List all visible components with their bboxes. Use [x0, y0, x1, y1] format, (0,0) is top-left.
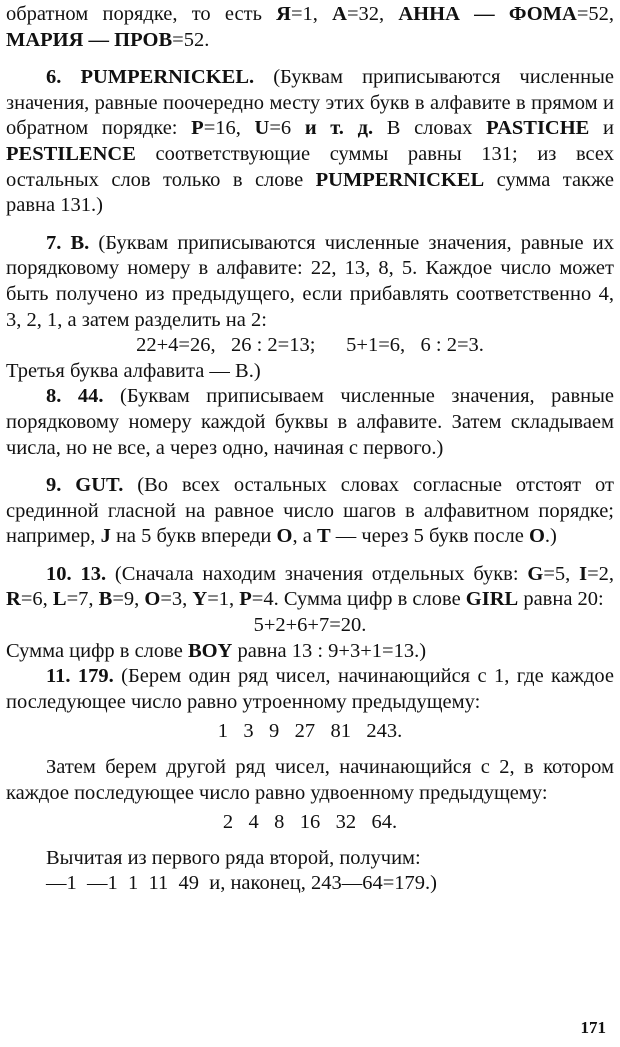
text: (Во всех остальных словах согласные отстоят от срединной гласной на равное число шагов в алфавитном порядке; например, — [6, 474, 614, 548]
text: — через 5 букв после — [330, 525, 529, 548]
text-bold: Я — [276, 3, 291, 25]
text: =7, — [66, 588, 99, 611]
text: =32, — [346, 3, 399, 25]
text: (Буквам приписываются численные значения, равные поочередно месту этих букв в алфавите в прямом и обратном порядке: — [6, 66, 614, 140]
paragraph-continuation — [6, 2, 614, 53]
text: =4. Сумма цифр в слове — [251, 588, 466, 611]
text-bold: J — [100, 525, 111, 548]
text: Сумма цифр в слове — [6, 639, 188, 662]
answer-number: 11. 179. — [46, 665, 114, 688]
text: и — [589, 117, 614, 140]
text-bold: P — [239, 588, 252, 611]
equation: 22+4=26, 26 : 2=13; 5+1=6, 6 : 2=3. — [136, 334, 484, 357]
answer-8 — [6, 384, 614, 461]
text-bold: GIRL — [465, 588, 519, 611]
text: =52, — [576, 3, 614, 25]
text-bold: МАРИЯ — ПРОВ — [6, 28, 173, 51]
text-bold: I — [579, 562, 588, 585]
text-bold: O — [276, 525, 293, 548]
text: =1, — [290, 3, 333, 25]
text: В словах — [373, 117, 487, 140]
text: =1, — [207, 588, 240, 611]
text: =16, — [203, 117, 255, 140]
text: сумма также равна 131.) — [6, 168, 614, 217]
text-bold: P — [191, 117, 204, 140]
text: соответствующие суммы равны 131; из всех остальных слов только в слове — [6, 142, 614, 191]
answer-6 — [6, 65, 614, 219]
answer-10 — [6, 562, 614, 613]
text-bold: L — [52, 588, 67, 611]
answer-7 — [6, 231, 614, 333]
text-bold: O — [528, 525, 545, 548]
text-bold: BOY — [187, 639, 233, 662]
paragraph: —1 —1 1 11 49 и, наконец, 243—64=179.) — [46, 872, 438, 895]
answer-number: 10. 13. — [46, 562, 107, 585]
text: =52. — [172, 28, 210, 51]
text: на 5 букв впереди — [110, 525, 277, 548]
text: обратном порядке, то есть — [6, 3, 277, 25]
text: =5, — [543, 562, 580, 585]
text-bold: PUMPERNICKEL — [315, 168, 485, 191]
paragraph-line: Третья буква алфавита — В.) — [6, 359, 261, 382]
text: =9, — [112, 588, 145, 611]
answer-number: 8. 44. — [46, 385, 104, 408]
text: =2, — [587, 562, 615, 585]
text-bold: U — [254, 117, 270, 140]
text: =6 — [269, 117, 305, 140]
text-bold: B — [98, 588, 113, 611]
number-sequence: 1 3 9 27 81 243. — [217, 720, 403, 743]
text: (Сначала находим значения отдельных букв: — [106, 562, 528, 585]
text-bold: А — [332, 3, 347, 25]
number-sequence: 2 4 8 16 32 64. — [222, 811, 398, 834]
text: =3, — [160, 588, 193, 611]
answer-number: 9. GUT. — [46, 474, 124, 497]
paragraph: Затем берем другой ряд чисел, начинающийся с 2, в котором каждое последующее число равно удвоенному предыдущему: — [6, 756, 614, 804]
text: =6, — [20, 588, 53, 611]
text: , а — [292, 525, 317, 548]
paragraph-line — [6, 639, 614, 665]
text-bold: PESTILENCE — [6, 142, 136, 165]
text-bold: и т. д. — [304, 117, 374, 140]
text: (Буквам приписываем численные значения, равные порядковому номеру каждой буквы в алфавите. Затем складываем числа, но не все, а через одно, начиная с первого.) — [6, 385, 614, 459]
text-bold: R — [6, 588, 21, 611]
answer-number: 7. В. — [46, 231, 90, 254]
text: .) — [544, 525, 557, 548]
answer-11 — [6, 664, 614, 715]
text-bold: PASTICHE — [486, 117, 590, 140]
text-bold: АННА — ФОМА — [398, 3, 577, 25]
text: равна 13 : 9+3+1=13.) — [232, 639, 427, 662]
answer-9 — [6, 473, 614, 550]
text-bold: G — [527, 562, 544, 585]
text-bold: Y — [192, 588, 208, 611]
text-bold: O — [144, 588, 161, 611]
page-number: 171 — [580, 1018, 606, 1038]
paragraph: Вычитая из первого ряда второй, получим: — [46, 846, 421, 869]
answer-number: 6. PUMPERNICKEL. — [46, 66, 255, 89]
text: (Буквам приписываются численные значения, равные их порядковому номеру в алфавите: 22, 13, 8, 5. Каждое число может быть получено из предыдущего, если прибавлять соответственно 4, 3, 2, 1, а затем разделить на 2: — [6, 231, 614, 331]
text: равна 20: — [518, 588, 604, 611]
equation: 5+2+6+7=20. — [253, 614, 367, 637]
text-bold: T — [316, 525, 331, 548]
text: (Берем один ряд чисел, начинающийся с 1, где каждое последующее число равно утроенному предыдущему: — [6, 665, 614, 713]
